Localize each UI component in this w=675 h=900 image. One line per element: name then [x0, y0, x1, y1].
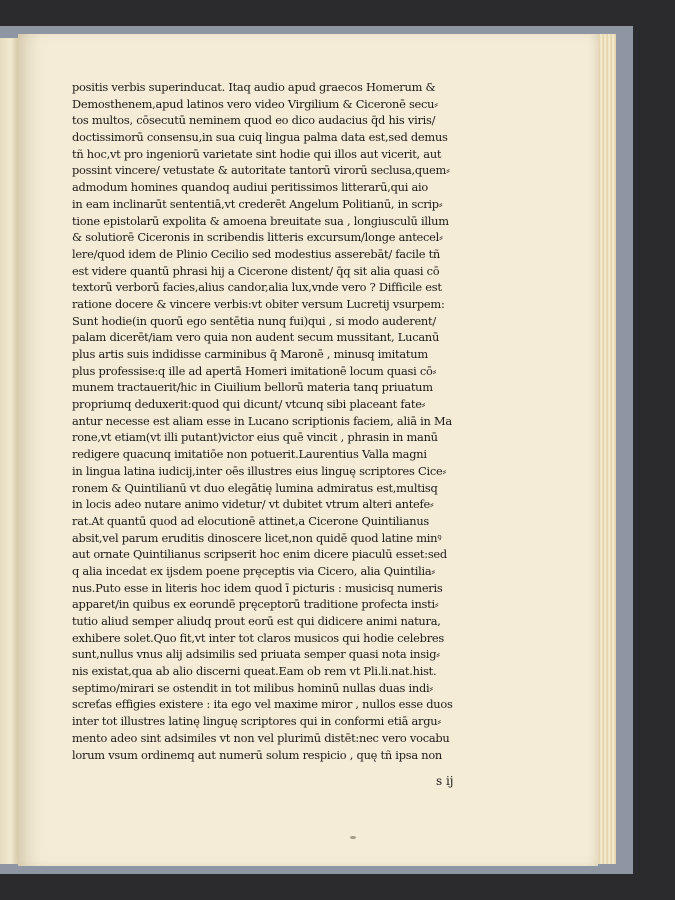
text-line: apparet/in quibus ex eorundē pręceptorū traditione profecta insti⸗ — [72, 597, 439, 612]
text-line: mento adeo sint adsimiles vt non vel plurimū distēt:nec vero vocabu — [72, 730, 450, 745]
text-line: in eam inclinarūt sententiā,vt crederēt Angelum Politianū, in scrip⸗ — [72, 196, 443, 211]
text-line: admodum homines quandoq audiui peritissimos litterarū,qui aio — [72, 180, 429, 195]
text-line: Sunt hodie(in quorū ego sentētia nunq fui)qui , si modo auderent/ — [72, 313, 436, 328]
text-line: in locis adeo nutare animo videtur/ vt dubitet vtrum alteri antefe⸗ — [72, 497, 434, 512]
text-line: propriumq deduxerit:quod qui dicunt/ vtcunq sibi placeant fate⸗ — [72, 397, 426, 412]
text-line: aut ornate Quintilianus scripserit hoc enim dicere piaculū esset:sed — [72, 547, 447, 562]
ink-speck — [350, 836, 356, 839]
text-line: absit,vel parum eruditis dinoscere licet,non quidē quod latine minꝰ — [72, 530, 442, 545]
text-line: & solutiorē Ciceronis in scribendis litteris excursum/longe antecel⸗ — [72, 230, 443, 245]
text-line: sunt,nullus vnus alij adsimilis sed priuata semper quasi nota insig⸗ — [72, 647, 440, 662]
text-line: positis verbis superinducat. Itaq audio apud graecos Homerum & — [72, 80, 436, 94]
text-line: rone,vt etiam(vt illi putant)victor eius quē vincit , phrasin in manū — [72, 430, 438, 445]
text-line: antur necesse est aliam esse in Lucano scriptionis faciem, aliā in Ma — [72, 413, 452, 428]
text-line: tos multos, cōsecutū neminem quod eo dico audacius q̄d his viris/ — [72, 113, 436, 128]
text-line: munem tractauerit/hic in Ciuilium bellorū materia tanq priuatum — [72, 380, 433, 395]
text-line: palam dicerēt/iam vero quia non audent secum mussitant, Lucanū — [72, 330, 440, 345]
text-line: doctissimorū consensu,in sua cuiq lingua palma data est,sed demus — [72, 130, 448, 145]
text-line: textorū verborū facies,alius candor,alia lux,vnde vero ? Difficile est — [72, 280, 442, 295]
page-fore-edges — [596, 34, 616, 864]
text-line: rat.At quantū quod ad elocutionē attinet,a Cicerone Quintilianus — [72, 513, 430, 528]
text-line: Demosthenem,apud latinos vero video Virgilium & Ciceronē secu⸗ — [72, 96, 438, 111]
text-line: est videre quantū phrasi hij a Cicerone distent/ q̄q sit alia quasi cō — [72, 263, 440, 278]
text-line: tione epistolarū expolita & amoena breuitate sua , longiusculū illum — [72, 213, 449, 228]
signature-mark: s ij — [436, 774, 454, 788]
text-line: inter tot illustres latinę linguę scriptores qui in conformi etiā argu⸗ — [72, 714, 441, 729]
text-line: ratione docere & vincere verbis:vt obiter versum Lucretij vsurpem: — [72, 296, 445, 311]
text-line: septimo/mirari se ostendit in tot milibus hominū nullas duas indi⸗ — [72, 680, 433, 695]
text-line: exhibere solet.Quo fit,vt inter tot claros musicos qui hodie celebres — [72, 630, 444, 645]
text-line: screťas effigies existere : ita ego vel maxime miror , nullos esse duos — [72, 697, 453, 712]
text-line: lorum vsum ordinemq aut numerū solum respicio , quę tñ ipsa non — [72, 747, 443, 762]
text-line: nis existat,qua ab alio discerni queat.Eam ob rem vt Pli.li.nat.hist. — [72, 664, 437, 679]
text-line: tñ hoc,vt pro ingeniorū varietate sint hodie qui illos aut vicerit, aut — [72, 146, 442, 161]
text-line: redigere quacunq imitatiōe non potuerit.Laurentius Valla magni — [72, 447, 427, 462]
facing-page-edge — [0, 38, 18, 864]
text-line: lere/quod idem de Plinio Cecilio sed modestius asserebāt/ facile tñ — [72, 246, 440, 261]
text-line: plus artis suis indidisse carminibus q̄ Maronē , minusq imitatum — [72, 347, 428, 361]
text-line: plus professise:q ille ad apertā Homeri imitationē locum quasi cō⸗ — [72, 363, 437, 378]
book-page — [18, 34, 598, 866]
text-line: in lingua latina iudicij,inter oēs illustres eius linguę scriptores Cice⸗ — [72, 463, 447, 478]
text-line: ronem & Quintilianū vt duo elegātię lumina admiratus est,multisq — [72, 480, 438, 495]
text-line: nus.Puto esse in literis hoc idem quod ī picturis : musicisq numeris — [72, 580, 443, 595]
body-text — [72, 79, 520, 763]
text-line: q alia incedat ex ijsdem poene pręceptis via Cicero, alia Quintilia⸗ — [72, 563, 435, 578]
text-line: possint vincere/ vetustate & autoritate tantorū virorū seclusa,quem⸗ — [72, 163, 450, 178]
text-line: tutio aliud semper aliudq prout eorū est qui didicere animi natura, — [72, 614, 441, 628]
